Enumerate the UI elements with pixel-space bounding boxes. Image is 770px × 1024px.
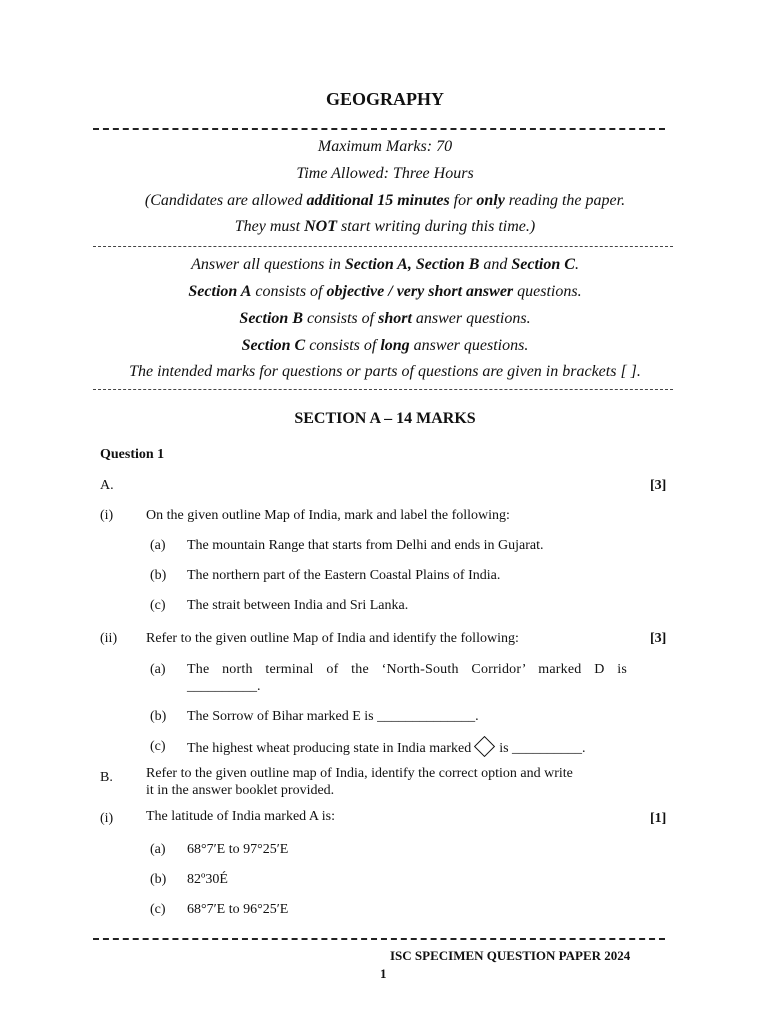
subquestion-number: (i) <box>100 508 114 523</box>
item-label: (c) <box>150 598 166 613</box>
item-text: The Sorrow of Bihar marked E is ______________. <box>187 709 479 724</box>
subquestion-number: (ii) <box>100 631 118 646</box>
marks-badge: [3] <box>650 478 667 493</box>
option-text: 68°7′E to 96°25′E <box>187 902 289 917</box>
marks-badge: [3] <box>650 631 667 646</box>
page-number: 1 <box>380 966 387 981</box>
item-text: The strait between India and Sri Lanka. <box>187 598 409 613</box>
instruction-line-1: Answer all questions in Section A, Section B and Section C. <box>191 256 579 273</box>
option-label: (c) <box>150 902 166 917</box>
subquestion-number: (i) <box>100 811 114 826</box>
footer-divider <box>93 938 665 940</box>
item-text: The northern part of the Eastern Coastal Plains of India. <box>187 568 501 583</box>
diamond-map-marker-icon <box>474 736 495 757</box>
marks-badge: [1] <box>650 811 667 826</box>
question-label: Question 1 <box>100 447 165 462</box>
instruction-line-3: Section B consists of short answer questions. <box>239 310 531 327</box>
divider <box>93 389 673 390</box>
part-a-label: A. <box>100 478 114 493</box>
subquestion-text: Refer to the given outline Map of India and identify the following: <box>146 631 519 646</box>
option-label: (a) <box>150 842 166 857</box>
option-text: 68°7′E to 97°25′E <box>187 842 289 857</box>
part-b-text-line1: Refer to the given outline map of India, identify the correct option and write <box>146 766 573 781</box>
item-text: The mountain Range that starts from Delhi and ends in Gujarat. <box>187 538 544 553</box>
subquestion-text: The latitude of India marked A is: <box>146 809 335 824</box>
reading-note-line1: (Candidates are allowed additional 15 minutes for only reading the paper. <box>144 192 626 209</box>
item-label: (c) <box>150 739 166 754</box>
page-title: GEOGRAPHY <box>325 89 444 109</box>
item-text: The highest wheat producing state in India marked is __________. <box>187 739 586 757</box>
instruction-line-2: Section A consists of objective / very short answer questions. <box>188 283 582 300</box>
item-label: (b) <box>150 709 167 724</box>
answer-blank: __________. <box>187 679 261 694</box>
divider <box>93 246 673 247</box>
footer-paper-name: ISC SPECIMEN QUESTION PAPER 2024 <box>390 948 631 963</box>
subquestion-text: On the given outline Map of India, mark and label the following: <box>146 508 510 523</box>
option-text: 82º30É <box>187 872 228 887</box>
max-marks: Maximum Marks: 70 <box>317 138 453 155</box>
item-label: (b) <box>150 568 167 583</box>
instruction-line-4: Section C consists of long answer questions. <box>241 337 529 354</box>
option-label: (b) <box>150 872 167 887</box>
item-label: (a) <box>150 538 166 553</box>
item-text: The north terminal of the ‘North-South Corridor’ marked D is <box>187 662 627 677</box>
instruction-line-5: The intended marks for questions or parts of questions are given in brackets [ ]. <box>129 363 641 380</box>
time-allowed: Time Allowed: Three Hours <box>296 165 474 182</box>
divider <box>93 128 665 130</box>
item-label: (a) <box>150 662 166 677</box>
part-b-label: B. <box>100 770 113 785</box>
reading-note-line2: They must NOT start writing during this time.) <box>234 218 536 235</box>
section-heading: SECTION A – 14 MARKS <box>294 410 476 427</box>
part-b-text-line2: it in the answer booklet provided. <box>146 783 335 798</box>
